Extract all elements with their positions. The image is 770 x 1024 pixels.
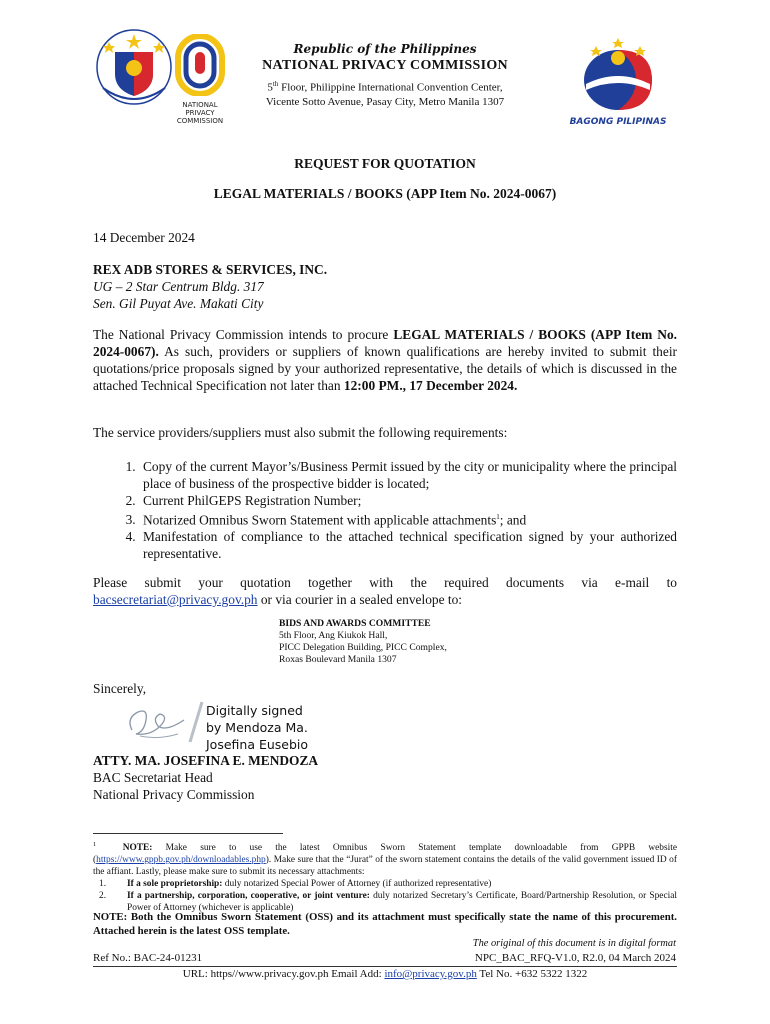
bagong-pilipinas-emblem-icon	[566, 38, 670, 112]
submission-text-1: Please submit your quotation together with the required documents via e-mail to	[93, 575, 677, 590]
address-line-2: Vicente Sotto Avenue, Pasay City, Metro Manila 1307	[265, 95, 505, 108]
intro-procurement-name: LEGAL MATERIALS / BOOKS (APP Item No. 2024-0067).	[93, 327, 677, 359]
requirement-item: 1. Copy of the current Mayor’s/Business Permit issued by the city or municipality where the principal place of business of the prospective bidder is located;	[139, 458, 677, 492]
footnote-item-2-text: duly notarized Secretary’s Certificate, Board/Partnership Resolution, or Special Power of Attorney (whichever is applicable)	[127, 891, 678, 914]
submission-text-2: or via courier in a sealed envelope to:	[257, 592, 463, 607]
footnote-item-1	[99, 878, 677, 890]
signatory-office: National Privacy Commission	[93, 787, 255, 802]
requirement-item: 2. Current PhilGEPS Registration Number;	[139, 492, 677, 509]
agency-address	[230, 77, 540, 109]
committee-line-2: PICC Delegation Building, PICC Complex,	[279, 642, 447, 653]
digital-signature-line-3: Josefina Eusebio	[206, 737, 309, 752]
footnote-text-2: ). Make sure that the “Jurat” of the sworn statement contains the details of the valid government issued ID of the affiant. Lastly, please make sure to submit its necessary attachments:	[93, 855, 677, 878]
footer-email-label: Email Add:	[331, 968, 385, 980]
gppb-link[interactable]: https://www.gppb.gov.ph/downloadables.php	[96, 855, 266, 866]
requirement-item: 4. Manifestation of compliance to the attached technical specification signed by your authorized representative.	[139, 528, 677, 562]
intro-deadline: 12:00 PM., 17 December 2024.	[343, 378, 518, 393]
requirements-list	[93, 458, 677, 562]
handwritten-signature	[122, 700, 192, 742]
footnote-text-1: Make sure to use the latest Omnibus Sworn Statement template downloadable from GPPB website (	[93, 843, 678, 866]
npc-logo-text-2: PRIVACY	[185, 109, 215, 117]
document-title: REQUEST FOR QUOTATION	[294, 156, 476, 171]
signatory-block	[93, 752, 318, 803]
republic-heading: Republic of the Philippines	[293, 42, 477, 56]
footnote-mark: 1	[93, 841, 97, 848]
address-floor-suffix: th	[272, 80, 279, 88]
bagong-pilipinas-text: BAGONG PILIPINAS	[569, 117, 667, 127]
recipient-address-1: UG – 2 Star Centrum Bldg. 317	[93, 279, 264, 294]
address-line-1: Floor, Philippine International Convention Center,	[278, 81, 503, 94]
npc-logo-text-1: NATIONAL	[182, 101, 218, 109]
digital-original-note: The original of this document is in digital format	[472, 938, 676, 949]
agency-name: NATIONAL PRIVACY COMMISSION	[262, 58, 508, 73]
footer-tel: Tel No. +632 5322 1322	[479, 968, 588, 980]
committee-line-1: 5th Floor, Ang Kiukok Hall,	[279, 630, 388, 641]
signatory-title: BAC Secretariat Head	[93, 770, 213, 785]
letter-date: 14 December 2024	[93, 230, 195, 245]
npc-logo-text-3: COMMISSION	[176, 117, 224, 125]
footnote-item-1-text: duly notarized Special Power of Attorney (if authorized representative)	[222, 879, 492, 890]
footer-url: URL: https//www.privacy.gov.ph	[182, 968, 329, 980]
bac-email-link[interactable]: bacsecretariat@privacy.gov.ph	[93, 592, 258, 607]
closing: Sincerely,	[93, 681, 147, 696]
bagong-pilipinas-logo	[566, 38, 670, 127]
intro-paragraph	[93, 326, 677, 394]
recipient-name: REX ADB STORES & SERVICES, INC.	[93, 262, 328, 277]
recipient-block	[93, 261, 327, 312]
signatory-name: ATTY. MA. JOSEFINA E. MENDOZA	[93, 753, 319, 768]
recipient-address-2: Sen. Gil Puyat Ave. Makati City	[93, 296, 264, 311]
form-code: NPC_BAC_RFQ-V1.0, R2.0, 04 March 2024	[474, 952, 676, 964]
footnote	[93, 839, 677, 914]
committee-line-3: Roxas Boulevard Manila 1307	[279, 654, 397, 665]
footer-email-link[interactable]: info@privacy.gov.ph	[384, 968, 477, 980]
submission-paragraph	[93, 574, 677, 608]
address-floor-number: 5	[267, 81, 273, 94]
committee-address	[279, 618, 447, 666]
npc-keyhole-icon	[173, 34, 227, 96]
footnote-label: NOTE:	[122, 843, 153, 854]
committee-name: BIDS AND AWARDS COMMITTEE	[279, 618, 431, 629]
intro-text-1: The National Privacy Commission intends to procure	[93, 327, 394, 342]
oss-note: NOTE: Both the Omnibus Sworn Statement (OSS) and its attachment must specifically state the name of this procurement. Attached herein is the latest OSS template.	[93, 911, 677, 937]
footnote-ref: 1	[496, 513, 500, 521]
requirements-intro: The service providers/suppliers must also submit the following requirements:	[93, 425, 508, 440]
digital-signature-line-2: by Mendoza Ma.	[206, 720, 308, 735]
reference-number: Ref No.: BAC-24-01231	[93, 952, 203, 964]
requirement-3-tail: ; and	[499, 512, 527, 528]
footnote-item-2-num: 2.	[99, 891, 107, 902]
document-subtitle: LEGAL MATERIALS / BOOKS (APP Item No. 2024-0067)	[213, 186, 557, 201]
digital-signature-line-1: Digitally signed	[206, 703, 303, 718]
footnote-divider	[93, 833, 283, 834]
intro-text-2: As such, providers or suppliers of known qualifications are hereby invited to submit their quotations/price proposals signed by your authorized representative, the details of which is discussed in the attached Technical Specification not later than	[93, 344, 677, 393]
letterhead	[230, 42, 540, 109]
footnote-item-2-label: If a partnership, corporation, cooperative, or joint venture:	[127, 891, 370, 902]
footnote-item-1-num: 1.	[99, 879, 107, 890]
requirement-3-text: Notarized Omnibus Sworn Statement with applicable attachments	[143, 512, 497, 528]
signature-mark	[186, 700, 206, 744]
requirement-item	[139, 509, 677, 528]
philippine-seal-logo	[95, 28, 173, 106]
footer-divider	[93, 966, 677, 967]
digital-signature-label	[206, 702, 308, 753]
footnote-item-1-label: If a sole proprietorship:	[127, 879, 223, 890]
npc-logo	[173, 34, 227, 125]
footer-contact	[0, 968, 770, 980]
